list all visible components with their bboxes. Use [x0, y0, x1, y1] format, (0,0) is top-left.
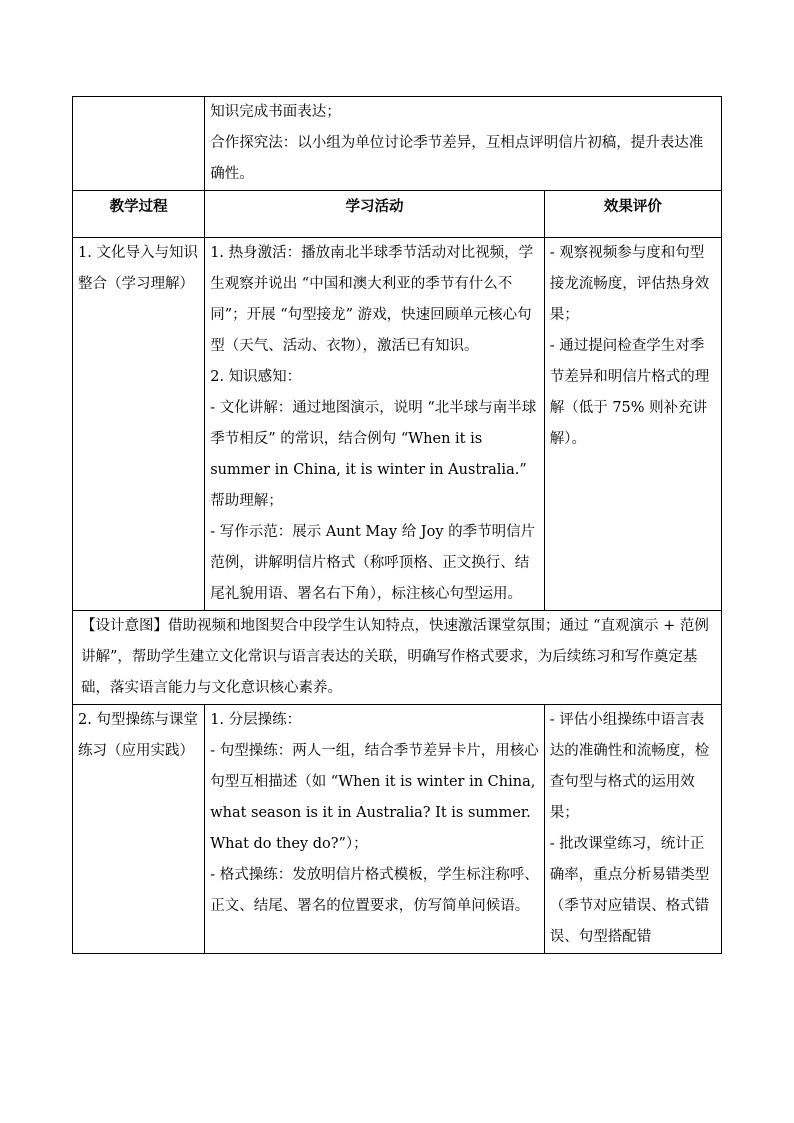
method-line: 知识完成书面表达； [210, 104, 341, 120]
header-effect-evaluation: 效果评价 [544, 191, 721, 238]
evaluation-2-cell [544, 705, 721, 954]
evaluation-item: - 通过提问检查学生对季节差异和明信片格式的理解（低于 75% 则补充讲解）。 [549, 338, 710, 447]
activity-item: - 写作示范：展示 Aunt May 给 Joy 的季节明信片范例，讲解明信片格式（称呼顶格、正文换行、结尾礼貌用语、署名右下角），标注核心句型运用。 [210, 524, 536, 602]
header-teaching-process: 教学过程 [73, 191, 205, 238]
evaluation-item: - 批改课堂练习，统计正确率，重点分析易错类型（季节对应错误、格式错误、句型搭配错 [549, 836, 710, 945]
section-1-row [73, 238, 722, 611]
activity-1-cell [205, 238, 545, 611]
header-learning-activities: 学习活动 [205, 191, 545, 238]
method-row-left-cell [73, 97, 205, 191]
method-line: 合作探究法：以小组为单位讨论季节差异，互相点评明信片初稿，提升表达准确性。 [210, 135, 704, 182]
method-row [73, 97, 722, 191]
stage-1-cell: 1. 文化导入与知识整合（学习理解） [73, 238, 205, 611]
method-cell [205, 97, 722, 191]
lesson-plan-table [72, 96, 722, 954]
activity-item: 2. 知识感知： [210, 369, 302, 385]
design-intent-row [73, 611, 722, 705]
design-intent-cell: 【设计意图】借助视频和地图契合中段学生认知特点，快速激活课堂氛围；通过 “直观演示 + 范例讲解”，帮助学生建立文化常识与语言表达的关联，明确写作格式要求，为后续练习和写作奠定基础，落实语言能力与文化意识核心素养。 [73, 611, 722, 705]
activity-item: - 文化讲解：通过地图演示，说明 “北半球与南半球季节相反” 的常识，结合例句 “When it is summer in China, it is winter in Australia.” 帮助理解； [210, 400, 537, 509]
activity-item: - 格式操练：发放明信片格式模板，学生标注称呼、正文、结尾、署名的位置要求，仿写简单问候语。 [210, 867, 539, 914]
activity-item: 1. 分层操练： [210, 712, 302, 728]
evaluation-item: - 观察视频参与度和句型接龙流畅度，评估热身效果； [549, 245, 710, 323]
evaluation-1-cell [544, 238, 721, 611]
evaluation-item: - 评估小组操练中语言表达的准确性和流畅度，检查句型与格式的运用效果； [549, 712, 710, 821]
activity-item: 1. 热身激活：播放南北半球季节活动对比视频，学生观察并说出 “中国和澳大利亚的季节有什么不同”；开展 “句型接龙” 游戏，快速回顾单元核心句型（天气、活动、衣物），激活已有知识。 [210, 245, 534, 354]
table-header-row [73, 191, 722, 238]
activity-item: - 句型操练：两人一组，结合季节差异卡片，用核心句型互相描述（如 “When it is winter in China, what season is it in Australia? It is summer. What do they do?”）； [210, 743, 539, 852]
stage-2-cell: 2. 句型操练与课堂练习（应用实践） [73, 705, 205, 954]
section-2-row [73, 705, 722, 954]
activity-2-cell [205, 705, 545, 954]
